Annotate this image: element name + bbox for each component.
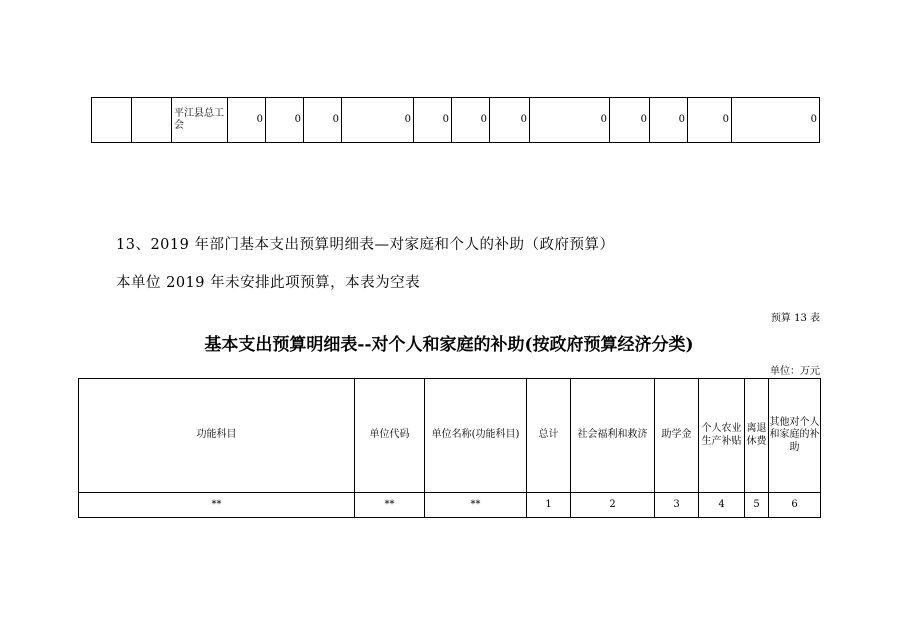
table-row [92,98,820,143]
table-cell: 0 [228,98,266,143]
table-cell: 0 [688,98,732,143]
table-cell: 3 [655,493,699,518]
table-cell: 0 [452,98,490,143]
table-header-cell: 总计 [527,379,571,493]
table-cell: 1 [527,493,571,518]
table-cell: 0 [304,98,342,143]
table-cell: ** [425,493,527,518]
table-cell: 0 [650,98,688,143]
unit-name-cell: 平江县总工会 [172,98,228,143]
table-cell [132,98,172,143]
table-title: 基本支出预算明细表--对个人和家庭的补助(按政府预算经济分类) [204,335,694,355]
table-cell: 0 [732,98,820,143]
table-number: 预算 13 表 [770,313,820,324]
table-header-cell: 个人农业生产补贴 [699,379,745,493]
table-header-cell: 离退休费 [745,379,769,493]
table-cell: ** [79,493,355,518]
note-text: 本单位 2019 年未安排此项预算，本表为空表 [116,275,421,291]
table-cell: 0 [414,98,452,143]
table-cell: 0 [342,98,414,143]
table-cell: 0 [530,98,610,143]
table-cell: 5 [745,493,769,518]
table-header-cell: 其他对个人和家庭的补助 [769,379,821,493]
table-header-cell: 助学金 [655,379,699,493]
table-header-cell: 单位名称(功能科目) [425,379,527,493]
section-heading: 13、2019 年部门基本支出预算明细表—对家庭和个人的补助（政府预算） [116,237,615,253]
subsidy-detail-table [78,378,821,518]
table-cell: 0 [490,98,530,143]
table-header-cell: 功能科目 [79,379,355,493]
table-cell: 2 [571,493,655,518]
table-header-cell: 社会福利和救济 [571,379,655,493]
table-index-row [79,493,821,518]
table-cell [92,98,132,143]
table-header-row [79,379,821,493]
table-cell: 4 [699,493,745,518]
table-header-cell: 单位代码 [355,379,425,493]
table-cell: 0 [266,98,304,143]
table-cell: 6 [769,493,821,518]
previous-table-fragment [91,97,820,143]
table-cell: 0 [610,98,650,143]
table-cell: ** [355,493,425,518]
unit-label: 单位：万元 [770,366,820,377]
